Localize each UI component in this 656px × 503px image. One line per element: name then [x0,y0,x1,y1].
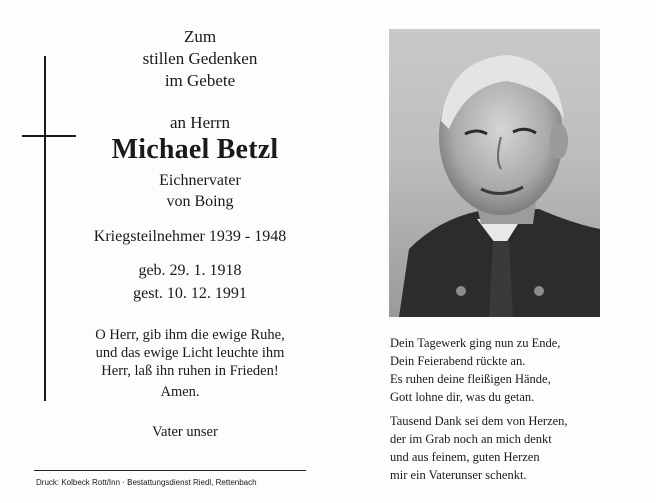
role: Eichnervater [159,172,241,189]
intro-line-2: stillen Gedenken [142,49,258,68]
vater-unser: Vater unser [152,424,218,440]
war-service: Kriegsteilnehmer 1939 - 1948 [93,228,287,245]
poem-line-8: mir ein Vaterunser schenkt. [390,468,527,482]
deceased-name: Michael Betzl [111,134,279,165]
poem-line-5: Tausend Dank sei dem von Herzen, [390,414,568,428]
poem-line-6: der im Grab noch an mich denkt [390,432,552,446]
salutation: an Herrn [170,113,230,132]
printer-credit: Druck: Kolbeck Rott/Inn · Bestattungsdienst Riedl, Rettenbach [36,478,257,487]
amen: Amen. [160,384,200,400]
poem-line-2: Dein Feierabend rückte an. [390,354,526,368]
cross-icon-bar [22,135,76,137]
place: von Boing [166,193,234,210]
poem-line-4: Gott lohne dir, was du getan. [390,390,535,404]
intro-line-3: im Gebete [164,71,236,90]
prayer-line-2: und das ewige Licht leuchte ihm [95,345,285,361]
prayer-line-1: O Herr, gib ihm die ewige Ruhe, [95,327,285,343]
death-date: gest. 10. 12. 1991 [133,285,247,302]
poem-line-3: Es ruhen deine fleißigen Hände, [390,372,551,386]
portrait-photo [389,29,600,317]
intro-line-1: Zum [183,27,217,46]
poem-line-7: und aus feinem, guten Herzen [390,450,540,464]
cross-icon [44,56,46,401]
divider [34,470,306,471]
poem-line-1: Dein Tagewerk ging nun zu Ende, [390,336,561,350]
prayer-line-3: Herr, laß ihn ruhen in Frieden! [101,363,279,379]
birth-date: geb. 29. 1. 1918 [138,262,242,279]
